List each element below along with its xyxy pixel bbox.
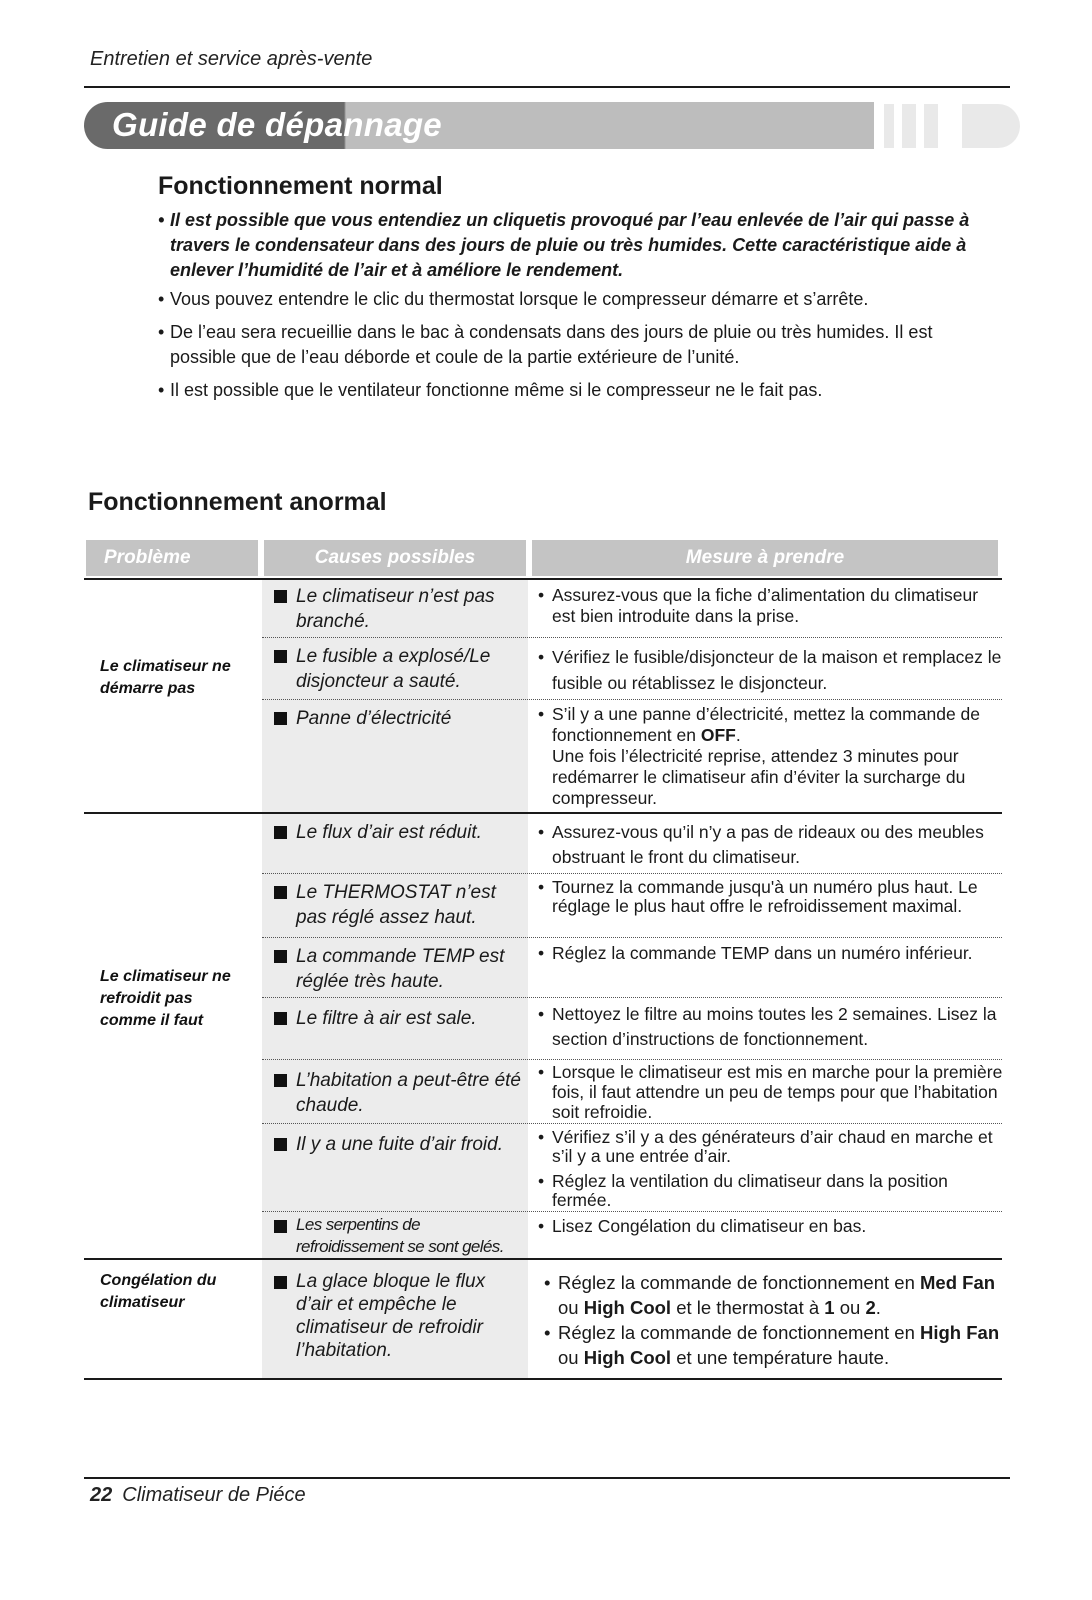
problem-label: Congélation du climatiseur	[100, 1272, 217, 1311]
table-row	[262, 1212, 1002, 1260]
cause-text: Le fusible a explosé/Le disjoncteur a sauté.	[274, 644, 526, 694]
banner-stripe	[924, 104, 938, 148]
measure-text-part: ou	[839, 1297, 861, 1318]
measure-text-part: et le thermostat à	[676, 1297, 820, 1318]
table-row	[262, 1124, 1002, 1212]
measure-cell	[538, 1216, 1004, 1237]
cause-text: La commande TEMP est réglée très haute.	[274, 944, 526, 994]
table-row	[262, 700, 1002, 814]
running-header: Entretien et service après-vente	[90, 48, 373, 70]
cause-text: Le climatiseur n’est pas branché.	[274, 584, 526, 634]
measure-text-part: Réglez la commande de fonctionnement en	[558, 1322, 915, 1343]
measure-bold: 1	[824, 1297, 835, 1318]
measure-text: • Tournez la commande jusqu'à un numéro plus haut. Le réglage le plus haut offre le refroidissement maximal.	[538, 878, 1004, 916]
measure-bold: High Cool	[583, 1347, 672, 1368]
measure-cell	[538, 644, 1004, 696]
cause-text: Panne d’électricité	[274, 706, 526, 731]
measure-text: • Vérifiez le fusible/disjoncteur de la maison et remplacez le fusible ou rétablissez le disjoncteur.	[538, 644, 1004, 696]
normal-item: • Vous pouvez entendre le clic du thermostat lorsque le compresseur démarre et s’arrête.	[158, 287, 1008, 312]
banner-stripe	[884, 104, 894, 148]
table-row	[262, 1060, 1002, 1124]
measure-text-part: et une température haute.	[676, 1347, 890, 1368]
table-header	[84, 540, 1002, 578]
measure-bold: High Fan	[920, 1322, 1000, 1343]
normal-emphasis: • Il est possible que vous entendiez un cliquetis provoqué par l’eau enlevée de l’air qui passe à travers le condensateur dans des jours de pluie ou très humides. Cette caractéristique aide à enlever l’humidité de l’air et à améliore le rendement.	[158, 208, 1008, 283]
measure-cell	[538, 820, 1004, 870]
cause-text: Le THERMOSTAT n’est pas réglé assez haut.	[274, 880, 526, 930]
problem-label: Le climatiseur ne refroidit pas comme il faut	[100, 968, 231, 1029]
measure-cell	[538, 1062, 1004, 1122]
measure-text: • S’il y a une panne d’électricité, mettez la commande de fonctionnement en OFF. Une fois l’électricité reprise, attendez 3 minutes pour redémarrer le climatiseur afin d’éviter la surcharge du compresseur.	[538, 704, 1004, 809]
section-title-normal: Fonctionnement normal	[158, 172, 443, 200]
measure-text-part: Réglez la commande de fonctionnement en	[558, 1272, 915, 1293]
footer-rule	[84, 1477, 1010, 1479]
measure-text: • Assurez-vous que la fiche d’alimentation du climatiseur est bien introduite dans la prise.	[538, 585, 1004, 627]
group-rule	[84, 1378, 1002, 1380]
measure-cell	[538, 704, 1004, 809]
header-problem: Problème	[86, 540, 258, 576]
table-row	[262, 998, 1002, 1060]
measure-text-part: ou	[558, 1297, 579, 1318]
measure-bold: Med Fan	[920, 1272, 996, 1293]
measure-cell	[538, 585, 1004, 627]
normal-item: • De l’eau sera recueillie dans le bac à condensats dans des jours de pluie ou très humides. Il est possible que de l’eau déborde et coule de la partie extérieure de l’unité.	[158, 320, 960, 370]
cause-text: La glace bloque le flux d’air et empêche le climatiseur de refroidir l’habitation.	[274, 1270, 526, 1362]
cause-text: Le flux d’air est réduit.	[274, 820, 526, 845]
measure-text: • Vérifiez s’il y a des générateurs d’air chaud en marche et s’il y a une entrée d’air.	[538, 1128, 1004, 1166]
measure-text: • Lorsque le climatiseur est mis en marche pour la première fois, il faut attendre un peu de temps pour que l’habitation soit refroidie.	[538, 1062, 1004, 1122]
page-footer	[90, 1484, 306, 1507]
problem-group	[84, 580, 1002, 814]
measure-text: • Réglez la ventilation du climatiseur dans la position fermée.	[538, 1172, 1004, 1210]
measure-cell	[538, 1128, 1004, 1210]
measure-bold: OFF	[700, 725, 736, 745]
table-row	[262, 938, 1002, 998]
troubleshooting-table	[84, 540, 1003, 1368]
cause-text: L’habitation a peut-être été chaude.	[274, 1068, 526, 1118]
table-row	[262, 638, 1002, 700]
measure-cell	[538, 1002, 1004, 1052]
measure-text-part: Une fois l’électricité reprise, attendez 3 minutes pour redémarrer le climatiseur afin d’éviter la surcharge du compresseur.	[552, 746, 966, 808]
measure-cell	[538, 878, 1004, 916]
measure-cell	[538, 944, 1004, 963]
normal-list	[158, 208, 1008, 403]
measure-cell	[544, 1270, 1010, 1370]
problem-group	[84, 814, 1002, 1260]
header-causes: Causes possibles	[264, 540, 526, 576]
table-row	[262, 580, 1002, 638]
measure-text: • Réglez la commande TEMP dans un numéro inférieur.	[538, 944, 1004, 963]
cause-text: Le filtre à air est sale.	[274, 1006, 526, 1031]
measure-text: • Lisez Congélation du climatiseur en bas.	[538, 1216, 1004, 1237]
header-rule	[84, 86, 1010, 88]
section-title-abnormal: Fonctionnement anormal	[88, 488, 387, 516]
problem-group	[84, 1260, 1002, 1380]
normal-item: • Il est possible que le ventilateur fonctionne même si le compresseur ne le fait pas.	[158, 378, 1008, 403]
table-row	[262, 1260, 1002, 1378]
measure-text-part: .	[875, 1297, 881, 1318]
measure-text	[544, 1270, 1010, 1320]
header-measures: Mesure à prendre	[532, 540, 998, 576]
banner-cap	[962, 104, 1020, 148]
measure-text-part: ou	[558, 1347, 579, 1368]
measure-bold: 2	[865, 1297, 876, 1318]
problem-label: Le climatiseur ne démarre pas	[100, 658, 231, 697]
cause-text: Il y a une fuite d’air froid.	[274, 1132, 526, 1157]
banner-stripe	[902, 104, 916, 148]
footer-title: Climatiseur de Piéce	[122, 1484, 306, 1506]
page-number: 22	[90, 1484, 113, 1506]
table-row	[262, 814, 1002, 874]
measure-bold: High Cool	[583, 1297, 672, 1318]
cause-text: Les serpentins de refroidissement se sont gelés.	[274, 1214, 526, 1258]
page-title: Guide de dépannage	[112, 106, 442, 143]
measure-text-part: S’il y a une panne d’électricité, mettez la commande de fonctionnement en	[552, 704, 981, 745]
measure-text	[544, 1320, 1010, 1370]
table-row	[262, 874, 1002, 938]
measure-text: • Nettoyez le filtre au moins toutes les 2 semaines. Lisez la section d’instructions de fonctionnement.	[538, 1002, 1004, 1052]
measure-text: • Assurez-vous qu’il n’y a pas de rideaux ou des meubles obstruant le front du climatiseur.	[538, 820, 1004, 870]
